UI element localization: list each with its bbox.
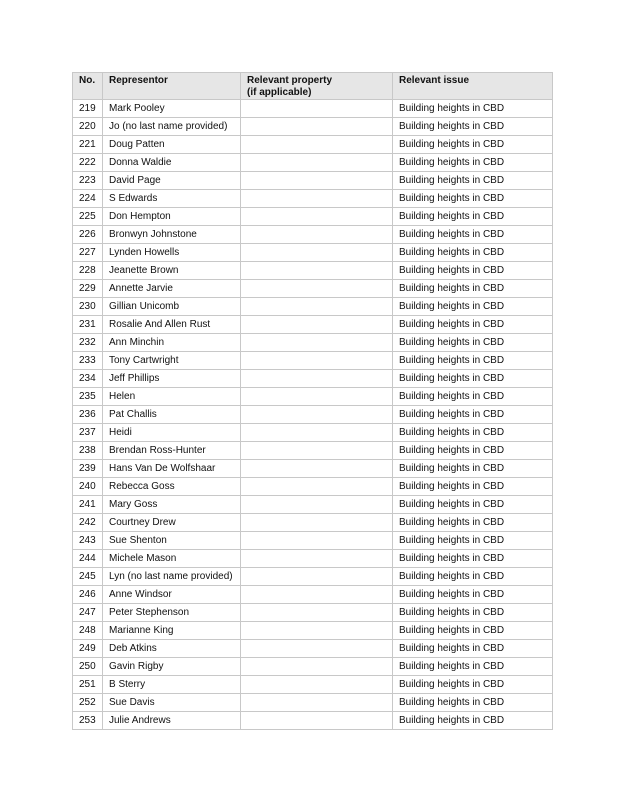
cell-no: 237: [73, 424, 103, 442]
cell-no: 253: [73, 712, 103, 730]
table-row: [73, 388, 553, 406]
cell-issue: Building heights in CBD: [393, 622, 553, 640]
cell-issue: Building heights in CBD: [393, 658, 553, 676]
cell-property: [241, 244, 393, 262]
cell-property: [241, 316, 393, 334]
cell-issue: Building heights in CBD: [393, 334, 553, 352]
representors-table: [72, 72, 553, 730]
cell-property: [241, 496, 393, 514]
cell-issue: Building heights in CBD: [393, 586, 553, 604]
cell-property: [241, 658, 393, 676]
cell-issue: Building heights in CBD: [393, 370, 553, 388]
cell-issue: Building heights in CBD: [393, 460, 553, 478]
cell-issue: Building heights in CBD: [393, 190, 553, 208]
cell-issue: Building heights in CBD: [393, 532, 553, 550]
cell-representor: Tony Cartwright: [103, 352, 241, 370]
cell-representor: Hans Van De Wolfshaar: [103, 460, 241, 478]
cell-representor: Rebecca Goss: [103, 478, 241, 496]
cell-property: [241, 406, 393, 424]
cell-issue: Building heights in CBD: [393, 352, 553, 370]
table-row: [73, 118, 553, 136]
table-row: [73, 262, 553, 280]
table-row: [73, 460, 553, 478]
cell-property: [241, 298, 393, 316]
cell-representor: Annette Jarvie: [103, 280, 241, 298]
cell-property: [241, 154, 393, 172]
table-row: [73, 514, 553, 532]
cell-property: [241, 172, 393, 190]
cell-representor: Deb Atkins: [103, 640, 241, 658]
cell-no: 233: [73, 352, 103, 370]
cell-no: 251: [73, 676, 103, 694]
cell-issue: Building heights in CBD: [393, 262, 553, 280]
cell-no: 236: [73, 406, 103, 424]
cell-no: 235: [73, 388, 103, 406]
cell-no: 247: [73, 604, 103, 622]
cell-issue: Building heights in CBD: [393, 478, 553, 496]
cell-issue: Building heights in CBD: [393, 100, 553, 118]
cell-no: 245: [73, 568, 103, 586]
cell-property: [241, 532, 393, 550]
cell-no: 248: [73, 622, 103, 640]
cell-issue: Building heights in CBD: [393, 604, 553, 622]
cell-no: 238: [73, 442, 103, 460]
cell-representor: David Page: [103, 172, 241, 190]
cell-representor: Helen: [103, 388, 241, 406]
cell-representor: Don Hempton: [103, 208, 241, 226]
cell-representor: Heidi: [103, 424, 241, 442]
cell-property: [241, 676, 393, 694]
cell-issue: Building heights in CBD: [393, 244, 553, 262]
cell-property: [241, 514, 393, 532]
cell-issue: Building heights in CBD: [393, 316, 553, 334]
table-row: [73, 712, 553, 730]
cell-representor: Gavin Rigby: [103, 658, 241, 676]
cell-no: 230: [73, 298, 103, 316]
cell-no: 219: [73, 100, 103, 118]
cell-property: [241, 550, 393, 568]
table-row: [73, 550, 553, 568]
cell-no: 224: [73, 190, 103, 208]
cell-no: 250: [73, 658, 103, 676]
cell-representor: B Sterry: [103, 676, 241, 694]
table-row: [73, 478, 553, 496]
table-row: [73, 658, 553, 676]
table-row: [73, 280, 553, 298]
table-body: [73, 100, 553, 730]
cell-no: 221: [73, 136, 103, 154]
cell-representor: Ann Minchin: [103, 334, 241, 352]
cell-issue: Building heights in CBD: [393, 550, 553, 568]
table-row: [73, 604, 553, 622]
cell-issue: Building heights in CBD: [393, 712, 553, 730]
cell-property: [241, 190, 393, 208]
cell-issue: Building heights in CBD: [393, 640, 553, 658]
cell-representor: Jeff Phillips: [103, 370, 241, 388]
cell-representor: Courtney Drew: [103, 514, 241, 532]
cell-representor: S Edwards: [103, 190, 241, 208]
cell-representor: Brendan Ross-Hunter: [103, 442, 241, 460]
cell-no: 222: [73, 154, 103, 172]
cell-no: 231: [73, 316, 103, 334]
cell-representor: Mary Goss: [103, 496, 241, 514]
cell-property: [241, 352, 393, 370]
cell-issue: Building heights in CBD: [393, 136, 553, 154]
cell-representor: Michele Mason: [103, 550, 241, 568]
cell-representor: Bronwyn Johnstone: [103, 226, 241, 244]
table-row: [73, 316, 553, 334]
table-row: [73, 532, 553, 550]
cell-no: 239: [73, 460, 103, 478]
cell-representor: Peter Stephenson: [103, 604, 241, 622]
cell-no: 229: [73, 280, 103, 298]
cell-no: 223: [73, 172, 103, 190]
table-row: [73, 226, 553, 244]
cell-issue: Building heights in CBD: [393, 568, 553, 586]
cell-issue: Building heights in CBD: [393, 226, 553, 244]
table-row: [73, 172, 553, 190]
cell-issue: Building heights in CBD: [393, 208, 553, 226]
cell-property: [241, 442, 393, 460]
cell-representor: Pat Challis: [103, 406, 241, 424]
header-row: [73, 73, 553, 100]
cell-property: [241, 568, 393, 586]
cell-issue: Building heights in CBD: [393, 388, 553, 406]
cell-representor: Lynden Howells: [103, 244, 241, 262]
cell-property: [241, 640, 393, 658]
cell-representor: Jo (no last name provided): [103, 118, 241, 136]
cell-issue: Building heights in CBD: [393, 280, 553, 298]
table-row: [73, 352, 553, 370]
header-relevant-property: [241, 73, 393, 100]
table-row: [73, 244, 553, 262]
cell-no: 249: [73, 640, 103, 658]
table-row: [73, 190, 553, 208]
cell-property: [241, 370, 393, 388]
cell-issue: Building heights in CBD: [393, 172, 553, 190]
cell-representor: Marianne King: [103, 622, 241, 640]
table-row: [73, 676, 553, 694]
cell-property: [241, 424, 393, 442]
header-no: No.: [73, 73, 103, 100]
header-relevant-issue: Relevant issue: [393, 73, 553, 100]
cell-issue: Building heights in CBD: [393, 676, 553, 694]
cell-property: [241, 136, 393, 154]
cell-property: [241, 334, 393, 352]
header-representor: Representor: [103, 73, 241, 100]
cell-property: [241, 712, 393, 730]
cell-property: [241, 478, 393, 496]
table-row: [73, 208, 553, 226]
cell-property: [241, 118, 393, 136]
cell-no: 220: [73, 118, 103, 136]
cell-representor: Doug Patten: [103, 136, 241, 154]
cell-property: [241, 622, 393, 640]
cell-property: [241, 100, 393, 118]
table-row: [73, 694, 553, 712]
table-row: [73, 442, 553, 460]
cell-representor: Sue Davis: [103, 694, 241, 712]
cell-no: 226: [73, 226, 103, 244]
cell-representor: Donna Waldie: [103, 154, 241, 172]
table-row: [73, 136, 553, 154]
cell-issue: Building heights in CBD: [393, 514, 553, 532]
cell-issue: Building heights in CBD: [393, 694, 553, 712]
cell-no: 252: [73, 694, 103, 712]
table-row: [73, 370, 553, 388]
cell-representor: Mark Pooley: [103, 100, 241, 118]
cell-no: 244: [73, 550, 103, 568]
cell-representor: Lyn (no last name provided): [103, 568, 241, 586]
table-row: [73, 100, 553, 118]
cell-property: [241, 694, 393, 712]
cell-property: [241, 460, 393, 478]
cell-property: [241, 226, 393, 244]
cell-representor: Gillian Unicomb: [103, 298, 241, 316]
cell-property: [241, 388, 393, 406]
table-header: [73, 73, 553, 100]
table-row: [73, 334, 553, 352]
header-property-line2: (if applicable): [247, 87, 312, 98]
cell-issue: Building heights in CBD: [393, 154, 553, 172]
cell-no: 243: [73, 532, 103, 550]
cell-issue: Building heights in CBD: [393, 298, 553, 316]
cell-property: [241, 208, 393, 226]
table-row: [73, 154, 553, 172]
cell-issue: Building heights in CBD: [393, 424, 553, 442]
cell-property: [241, 604, 393, 622]
cell-issue: Building heights in CBD: [393, 496, 553, 514]
table-row: [73, 640, 553, 658]
table-row: [73, 568, 553, 586]
cell-no: 225: [73, 208, 103, 226]
cell-no: 241: [73, 496, 103, 514]
cell-property: [241, 280, 393, 298]
table-row: [73, 496, 553, 514]
cell-no: 234: [73, 370, 103, 388]
cell-issue: Building heights in CBD: [393, 406, 553, 424]
header-property-line1: Relevant property: [247, 75, 333, 86]
cell-no: 246: [73, 586, 103, 604]
cell-representor: Rosalie And Allen Rust: [103, 316, 241, 334]
cell-representor: Jeanette Brown: [103, 262, 241, 280]
table-row: [73, 622, 553, 640]
table-row: [73, 424, 553, 442]
cell-issue: Building heights in CBD: [393, 118, 553, 136]
table-row: [73, 298, 553, 316]
cell-no: 232: [73, 334, 103, 352]
table-row: [73, 586, 553, 604]
cell-no: 240: [73, 478, 103, 496]
cell-property: [241, 262, 393, 280]
cell-property: [241, 586, 393, 604]
cell-issue: Building heights in CBD: [393, 442, 553, 460]
table-row: [73, 406, 553, 424]
cell-no: 227: [73, 244, 103, 262]
cell-representor: Anne Windsor: [103, 586, 241, 604]
cell-representor: Julie Andrews: [103, 712, 241, 730]
cell-no: 228: [73, 262, 103, 280]
cell-no: 242: [73, 514, 103, 532]
cell-representor: Sue Shenton: [103, 532, 241, 550]
